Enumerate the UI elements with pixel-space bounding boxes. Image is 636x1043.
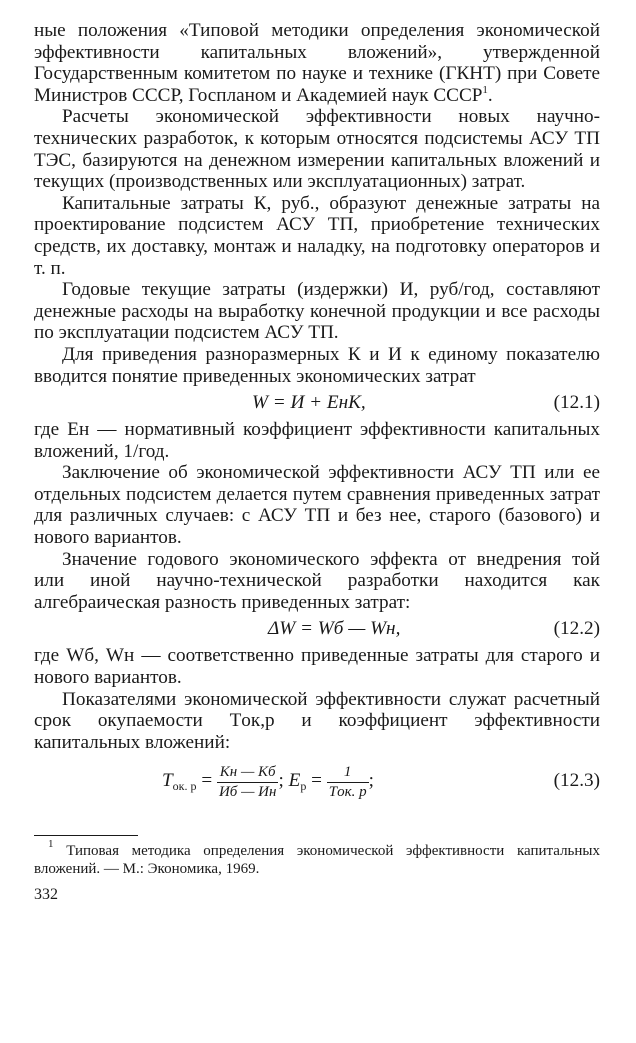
- footnote-text: Типовая методика определения экономической эффективности капитальных вложений. — М.: Экономика, 1969.: [34, 843, 600, 878]
- paragraph: где Wб, Wн — соответственно приведенные затраты для старого и нового вариантов.: [34, 645, 600, 689]
- equation-body: $T_{ок. р}$ = $\frac{Kн — Kб}{Иб — Ин}$ ; $E_р$ = $\frac{1}{\text{Tок. р}}$ ;: [162, 763, 374, 800]
- equation-12-3: [34, 753, 600, 809]
- paragraph: где Eн — нормативный коэффициент эффективности капитальных вложений, 1/год.: [34, 419, 600, 462]
- e-subscript: р: [300, 779, 307, 794]
- terminator: ;: [368, 770, 374, 792]
- equation-number: (12.1): [553, 392, 600, 414]
- paragraph: Расчеты экономической эффективности новых научно-технических разработок, к которым относятся подсистемы АСУ ТП ТЭС, базируются на денежном измерении капитальных вложений и текущих (производственных или эксплуатационных) затрат.: [34, 106, 600, 193]
- fraction-2-denominator: Tок. р: [328, 783, 367, 800]
- footnote-divider: [34, 835, 138, 836]
- footnote-ref: 1: [482, 83, 488, 96]
- fraction-1-denominator: Иб — Ин: [218, 783, 277, 800]
- paragraph: Заключение об экономической эффективности АСУ ТП или ее отдельных подсистем делается путем сравнения приведенных затрат для различных случаев: с АСУ ТП и без нее, старого (базового) и нового вариантов.: [34, 462, 600, 549]
- fraction-1-numerator: Kн — Kб: [217, 765, 279, 783]
- paragraph: Для приведения разноразмерных К и И к единому показателю вводится понятие приведенных экономических затрат: [34, 343, 600, 387]
- page: [34, 20, 600, 904]
- paragraph-text: ные положения «Типовой методики определения экономической эффективности капитальных вложений», утвержденной Государственным комитетом по науке и технике (ГКНТ) при Совете Министров СССР, Госпланом и Академией наук СССР: [34, 20, 600, 106]
- equation-12-2: [34, 613, 600, 645]
- t-subscript: ок. р: [172, 779, 197, 794]
- paragraph: Годовые текущие затраты (издержки) И, руб/год, составляют денежные расходы на выработку конечной продукции и все расходы по эксплуатации подсистем АСУ ТП.: [34, 279, 600, 344]
- equation-text: W = И + EнК,: [252, 392, 366, 414]
- fraction-2: [327, 765, 369, 800]
- footnote-mark: 1: [48, 838, 54, 851]
- separator: ;: [278, 770, 284, 792]
- paragraph: Капитальные затраты К, руб., образуют денежные затраты на проектирование подсистем АСУ ТП, приобретение технических средств, их доставку, монтаж и наладку, на подготовку операторов и т. п.: [34, 192, 600, 279]
- t-label: T: [162, 770, 173, 792]
- fraction-2-numerator: 1: [327, 765, 369, 783]
- equation-text: ΔW = Wб — Wн,: [268, 618, 401, 640]
- equation-12-1: [34, 387, 600, 419]
- e-label: E: [288, 770, 301, 792]
- paragraph: ные положения «Типовой методики определения экономической эффективности капитальных вложений», утвержденной Государственным комитетом по науке и технике (ГКНТ) при Совете Министров СССР, Госпланом и Академией наук СССР$^1$.: [34, 20, 600, 106]
- fraction-1: [217, 765, 279, 800]
- page-number: 332: [34, 886, 58, 904]
- paragraph: Значение годового экономического эффекта от внедрения той или иной научно-технической разработки находится как алгебраическая разность приведенных затрат:: [34, 548, 600, 613]
- paragraph: Показателями экономической эффективности служат расчетный срок окупаемости Tок,р и коэффициент эффективности капитальных вложений:: [34, 688, 600, 753]
- footnote: [34, 838, 600, 878]
- equation-number: (12.3): [553, 770, 600, 792]
- equation-number: (12.2): [553, 618, 600, 640]
